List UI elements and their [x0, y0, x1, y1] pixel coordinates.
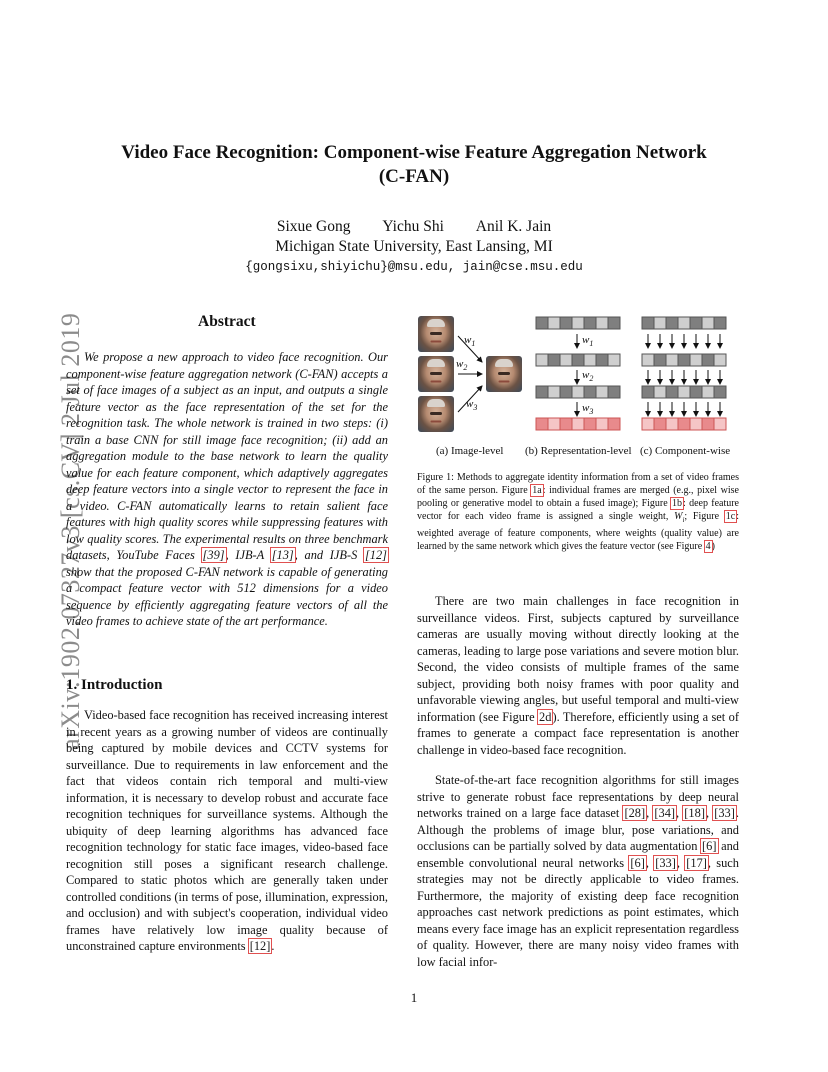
- figure-link[interactable]: 2d: [539, 709, 552, 724]
- body-paragraph: State-of-the-art face recognition algorithms for still images strive to generate robust face representations by deep neural networks trained on a large face dataset [28], [34], [18], [33]. Although the problems of image blur, pose variations, and occlusions can be partially solved by data augmentation [6] and ensemble convolutional neural networks [6], [33], [17], such strategies may not be directly applicable to video frames. Furthermore, the majority of existing deep face recognition approaches cast network predictions as point estimates, which means every face image has an explicit representation regardless of quality. However, there are many noisy video frames with low facial infor-: [417, 773, 739, 969]
- page-number: 1: [410, 990, 418, 1005]
- author-list: [0, 218, 828, 236]
- weight-label-w1: $w_1$: [464, 334, 476, 349]
- intro-text-b: .: [271, 939, 275, 953]
- arxiv-stamp-text: arXiv:1902.07327v3 [cs.CV] 2 Jul 2019: [56, 312, 85, 750]
- subfigure-label-b: (b) Representation-level: [525, 445, 632, 457]
- figure-link[interactable]: 1c: [725, 511, 736, 522]
- abstract-heading: Abstract: [198, 313, 256, 330]
- abstract-text-a: We propose a new approach to video face recognition. Our component-wise feature aggregation network (C-FAN) accepts a set of face images of a subject as an input, and outputs a single feature vector as the face representation of the set for the recognition task. The whole network is trained in two steps: (i) train a base CNN for still image face recognition; (ii) add an aggregation module to the base network to learn the quality value for each feature component, which adaptively aggregates deep feature vectors into a single vector to represent the face in a video. C-FAN automatically learns to retain salient face features with high quality scores while suppressing features with low quality scores. The experimental results on three benchmark datasets, YouTube Faces: [66, 350, 388, 562]
- figure-1: [416, 312, 746, 442]
- citation-link[interactable]: [34]: [654, 806, 676, 820]
- citation-link[interactable]: [6]: [630, 855, 645, 870]
- weight-label-w3-repr: $w_3$: [582, 402, 594, 417]
- citation-link[interactable]: [33]: [655, 855, 676, 870]
- body-paragraph: There are two main challenges in face recognition in surveillance videos. First, subjects captured by surveillance cameras are usually moving without directly looking at the cameras, leading to large pose variations and severe motion blur. Second, the video consists of multiple frames of the same subject, providing both noisy frames with poor quality and unfavorable viewing angles, but useful temporal and multi-view information (see Figure 2d). Therefore, efficiently using a set of frames to generate a compact face representation is another challenge in video-based face recognition.: [417, 594, 739, 757]
- figure-1-diagram: [416, 312, 746, 442]
- author-2: Yichu Shi: [382, 218, 444, 235]
- weight-label-w2-repr: $w_2$: [582, 369, 594, 384]
- figure-link[interactable]: 1a: [532, 485, 542, 496]
- author-3: Anil K. Jain: [475, 218, 552, 235]
- subfigure-label-a: (a) Image-level: [436, 445, 504, 457]
- citation-link[interactable]: [39]: [202, 548, 225, 562]
- component-wise-vectors: [642, 317, 726, 430]
- weight-label-w1-repr: $w_1$: [582, 334, 594, 349]
- citation-link[interactable]: [12]: [249, 939, 271, 953]
- citation-link[interactable]: [28]: [624, 806, 646, 820]
- figure-link[interactable]: 1b: [672, 498, 682, 509]
- paper-title-line1: Video Face Recognition: Component-wise Feature Aggregation Network: [121, 142, 707, 163]
- affiliation: Michigan State University, East Lansing, MI: [275, 238, 553, 255]
- figure-link[interactable]: 4: [705, 541, 711, 552]
- abstract-text-d: show that the proposed C-FAN network is capable of generating a compact feature vector with 512 dimensions for a video sequence by efficiently aggregating feature vectors of all the video frames to achieve state of the art performance.: [66, 564, 388, 628]
- author-1: Sixue Gong: [276, 218, 351, 235]
- citation-link[interactable]: [13]: [271, 548, 294, 562]
- abstract-text-c: , and IJB-S: [294, 548, 364, 562]
- citation-link[interactable]: [12]: [364, 548, 387, 562]
- abstract-text-b: , IJB-A: [225, 548, 271, 562]
- paper-title-line2: (C-FAN): [378, 166, 450, 187]
- citation-link[interactable]: [18]: [684, 806, 705, 820]
- figure-1-caption: Figure 1: Methods to aggregate identity information from a set of video frames of the same person. Figure 1a: individual frames are merged (e.g., pixel wise pooling or generative model to obtain a fused image); Figure 1b: deep feature vector for each video frame is assigned a single weight, $W_i$; Figure 1c: weighted average of feature components, where weights (quality value) are learned by the same network which gives the feature vector (see Figure 4): [417, 472, 739, 552]
- weight-label-w3: $w_3$: [466, 398, 478, 413]
- section-heading-introduction: 1. Introduction: [66, 677, 163, 693]
- arxiv-stamp: [12, 300, 85, 750]
- subfigure-label-c: (c) Component-wise: [640, 445, 731, 457]
- abstract-body: [66, 349, 388, 630]
- introduction-body: [66, 707, 388, 955]
- citation-link[interactable]: [33]: [714, 806, 735, 820]
- intro-text-a: Video-based face recognition has received increasing interest in recent years as a growing number of videos are continually being captured by mobile devices and CCTV systems for surveillance. Due to requirements in law enforcement and the fact that videos contain rich temporal and multi-view information, it is necessary to develop robust and accurate face recognition techniques for surveillance systems. Although the ubiquity of deep learning algorithms has advanced face recognition technology for static face images, video-based face recognition still poses a significant research challenge. Compared to static photos which are generally taken under controlled conditions (in terms of pose, illumination, expression, and occlusion) and with subject's cooperation, individual video frames have relatively low image quality because of unconstrained capture environments: [66, 708, 388, 953]
- weight-label-w2: $w_2$: [456, 358, 468, 373]
- author-emails: {gongsixu,shiyichu}@msu.edu, jain@cse.msu.edu: [245, 260, 583, 274]
- citation-link[interactable]: [17]: [686, 855, 707, 870]
- representation-level-vectors: [536, 317, 620, 430]
- citation-link[interactable]: [6]: [702, 839, 717, 853]
